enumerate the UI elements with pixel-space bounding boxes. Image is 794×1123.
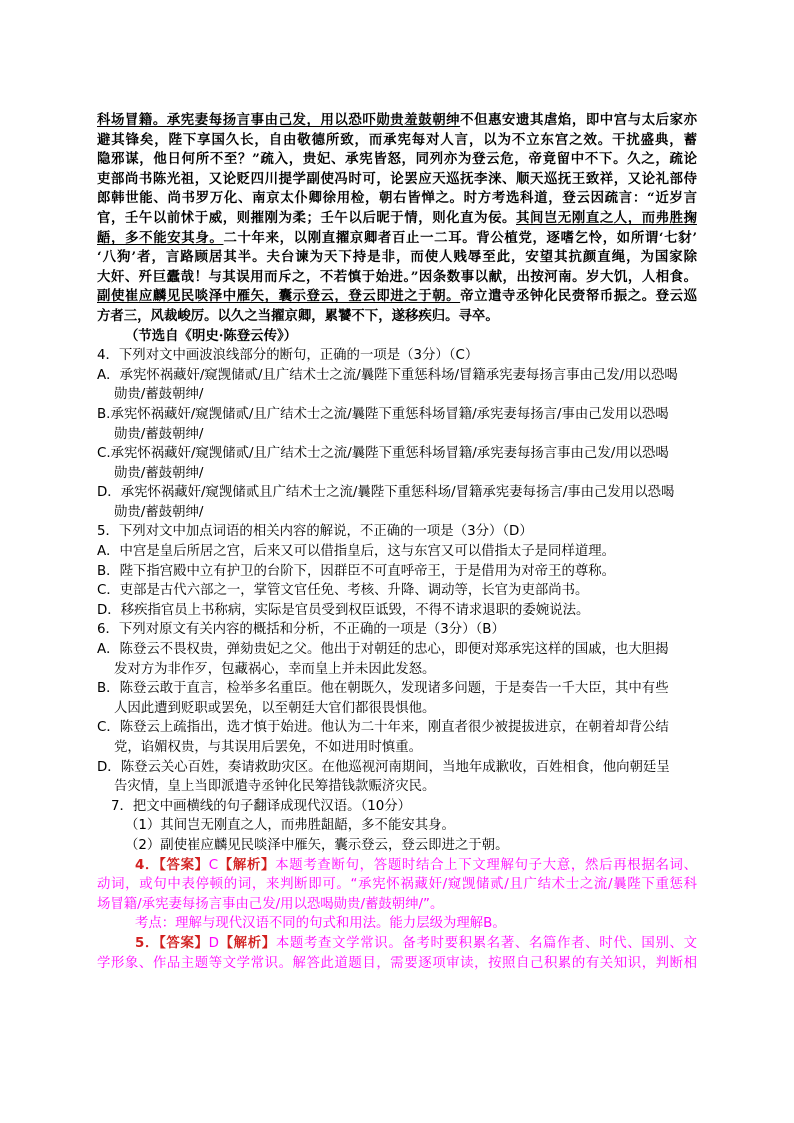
option-c: C．陈登云上疏指出，选才慎于始进。他认为二十年来，刚直者很少被提拔进京，在朝着却背公结 — [97, 720, 669, 736]
option-b-cont: 勋贵/蓄鼓朝绅/ — [114, 426, 204, 442]
passage-line: 副使崔应麟见民啖泽中雁矢，囊示登云，登云即进之于朝。帝立遣寺丞钟化民赍帑币振之。登云巡 — [97, 288, 697, 305]
option-c: C.承宪怀祸藏奸/窥觊储贰/且广结术士之流/曩陛下重惩科场冒籍/承宪妻每扬言事由己发/用以恐喝 — [97, 446, 669, 462]
option-d: D．承宪怀祸藏奸/窥觊储贰且广结术士之流/曩陛下重惩科场/冒籍承宪妻每扬言/事由己发用以恐喝 — [97, 485, 675, 501]
answer-4-cont: 场冒籍/承宪妻每扬言事由己发/用以恐喝勋贵/蓄鼓朝绅/”。 — [97, 896, 444, 912]
option-b: B．陈登云敢于直言，检举多名重臣。他在朝既久，发现诸多问题，于是奏告一千大臣，其中有些 — [97, 681, 669, 697]
option-d-cont: 告灾情，皇上当即派遣寺丞钟化民筹措钱款赈济灾民。 — [114, 779, 436, 795]
passage-line: 隐邪谋，他日何所不至？”疏入，贵妃、承宪皆怒，同列亦为登云危，帝竟留中不下。久之，疏论 — [97, 151, 697, 168]
document-page — [97, 111, 697, 973]
passage-line: 郎韩世能、尚书罗万化、南京太仆卿徐用检，朝右皆惮之。时方考选科道，登云因疏言：“近岁言 — [97, 190, 697, 207]
option-a: A．陈登云不畏权贵，弹劾贵妃之父。他出于对朝廷的忠心，即便对郑承宪这样的国戚，也大胆揭 — [97, 642, 669, 658]
option-b: B.承宪怀祸藏奸/窥觊储贰/且广结术士之流/曩陛下重惩科场冒籍/承宪妻每扬言/事由己发用以恐喝 — [97, 406, 669, 422]
passage-line: 官，壬午以前怵于威，则摧刚为柔；壬午以后昵于情，则化直为佞。其间岂无刚直之人，而弗胜掬 — [97, 209, 697, 226]
question-7 — [97, 797, 697, 856]
question-stem: 5．下列对文中加点词语的相关内容的解说，不正确的一项是（3分）（D） — [97, 524, 533, 540]
wavy-underlined-text: 科场冒籍。承宪妻每扬言事由己发，用以恐吓勋贵羞鼓朝绅 — [97, 112, 461, 128]
answer-4: 4．【答案】C【解析】本题考查断句，答题时结合上下文理解句子大意，然后再根据名词、 — [135, 857, 697, 873]
passage-line: 方者三，风裁峻厉。以久之当擢京卿，累饕不下，遂移疾归。寻卒。 — [97, 307, 499, 324]
question-stem: 7．把文中画横线的句子翻译成现代汉语。（10分） — [111, 798, 412, 814]
passage-line: 大奸、歼巨蠹哉！与其误用而斥之，不若慎于始进。”因条数事以献，出按河南。岁大饥，人相食。 — [97, 268, 697, 285]
answer-5-cont: 学形象、作品主题等文学常识。解答此道题目，需要逐项审读，按照自己积累的有关知识，判断相 — [97, 955, 697, 971]
underlined-sentence-1: 其间岂无刚直之人，而弗胜掬 — [516, 209, 697, 226]
answer-4-cont: 动词，或句中表停顿的词，来判断即可。“承宪怀祸藏奸/窥觊储贰/且广结术士之流/曩陛下重惩科 — [97, 877, 697, 893]
question-stem: 6．下列对原文有关内容的概括和分析，不正确的一项是（3分）（B） — [97, 622, 505, 638]
option-d: D．陈登云关心百姓，奏请救助灾区。在他巡视河南期间，当地年成歉收，百姓相食，他向朝廷呈 — [97, 759, 670, 775]
passage-line: ‘八狗’者，言路顾居其半。夫台谏为天下持是非，而使人贱辱至此，安望其抗颜直绳，为国家除 — [97, 249, 697, 266]
answer-5: 5．【答案】D【解析】本题考查文学常识。备考时要积累名著、名篇作者、时代、国别、文 — [135, 935, 697, 951]
option-c-cont: 勋贵/蓄鼓朝绅/ — [114, 465, 204, 481]
underlined-sentence-1-end: 龉，多不能安其身。 — [97, 229, 224, 246]
option-b: B．陛下指宫殿中立有护卫的台阶下，因群臣不可直呼帝王，于是借用为对帝王的尊称。 — [97, 563, 616, 579]
question-6 — [97, 620, 697, 796]
option-c: C．吏部是古代六部之一，掌管文官任免、考核、升降、调动等，长官为吏部尚书。 — [97, 583, 589, 599]
option-d: D．移疾指官员上书称病，实际是官员受到权臣诋毁，不得不请求退职的委婉说法。 — [97, 602, 590, 618]
sentence-1: （1）其间岂无刚直之人，而弗胜龃龉，多不能安其身。 — [125, 818, 455, 834]
passage-source: （节选自《明史·陈登云传》） — [125, 327, 298, 344]
underlined-sentence-2: 副使崔应麟见民啖泽中雁矢，囊示登云，登云即进之于朝。 — [97, 288, 461, 305]
option-b-cont: 人因此遭到贬职或罢免，以至朝廷大官们都很畏惧他。 — [114, 700, 436, 716]
question-4 — [97, 346, 697, 522]
sentence-2: （2）副使崔应麟见民啖泽中雁矢，囊示登云，登云即进之于朝。 — [125, 837, 509, 853]
passage-line: 吏部尚书陈光祖，又论贬四川提学副使冯时可，论罢应天巡抚李涞、顺天巡抚王致祥，又论礼部侍 — [97, 170, 697, 187]
passage — [97, 111, 697, 346]
answer-4-kaodian: 考点：理解与现代汉语不同的句式和用法。能力层级为理解B。 — [135, 916, 506, 932]
passage-line: 龉，多不能安其身。二十年来，以刚直擢京卿者百止一二耳。背公植党，逐嗜乞怜，如所谓‘七豺’ — [97, 229, 697, 246]
option-d-cont: 勋贵/蓄鼓朝绅/ — [114, 504, 204, 520]
question-stem: 4．下列对文中画波浪线部分的断句，正确的一项是（3分）（C） — [97, 348, 479, 364]
option-c-cont: 党，谄媚权贵，与其误用后罢免，不如进用时慎重。 — [114, 740, 422, 755]
passage-line: 科场冒籍。承宪妻每扬言事由己发，用以恐吓勋贵羞鼓朝绅不但惠安遗其虐焰，即中宫与太后家亦 — [97, 112, 697, 128]
passage-line: 避其锋矣，陛下享国久长，自由敬德所致，而承宪每对人言，以为不立东宫之效。干扰盛典，蓄 — [97, 131, 697, 148]
option-a: A．中宫是皇后所居之宫，后来又可以借指皇后，这与东宫又可以借指太子是同样道理。 — [97, 544, 616, 560]
option-a: A．承宪怀祸藏奸/窥觊储贰/且广结术士之流/曩陛下重惩科场/冒籍承宪妻每扬言事由己发/用以恐喝 — [97, 367, 678, 383]
question-5 — [97, 522, 697, 620]
option-a-cont: 发对方为非作歹，包藏祸心，幸而皇上并未因此发怒。 — [114, 661, 436, 677]
option-a-cont: 勋贵/蓄鼓朝绅/ — [114, 387, 204, 403]
answers — [97, 856, 697, 974]
